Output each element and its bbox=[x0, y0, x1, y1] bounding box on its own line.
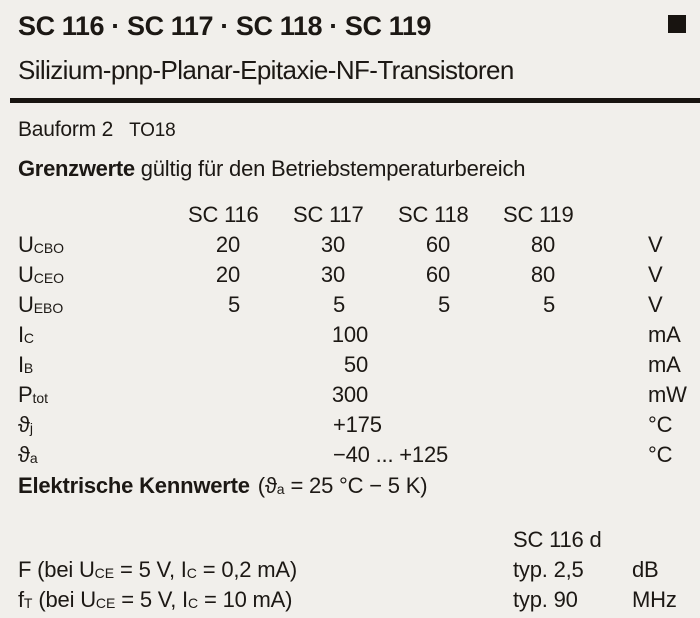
symbol: U bbox=[18, 262, 34, 287]
value-cell: −40 ... +125 bbox=[333, 442, 449, 467]
column-header-sc116d: SC 116 d bbox=[513, 527, 602, 552]
column-header-sc119: SC 119 bbox=[503, 202, 574, 227]
table-row-transit-frequency bbox=[18, 585, 685, 615]
table-row-uceo bbox=[18, 260, 685, 290]
condition-text: = 5 V, I bbox=[115, 587, 188, 612]
value-cell: 30 bbox=[320, 232, 345, 257]
value-cell: 5 bbox=[542, 292, 555, 317]
empty-cell bbox=[18, 200, 188, 230]
symbol: I bbox=[18, 322, 24, 347]
table-row-theta-j bbox=[18, 410, 685, 440]
empty-cell bbox=[18, 525, 513, 555]
condition-subscript: C bbox=[186, 565, 197, 581]
row-label bbox=[18, 555, 513, 588]
theta-symbol: ϑ bbox=[264, 473, 277, 498]
column-header-sc117: SC 117 bbox=[293, 202, 364, 227]
value-cell: 5 bbox=[437, 292, 450, 317]
row-label bbox=[18, 320, 188, 353]
table-row-noise-figure bbox=[18, 555, 685, 585]
value-cell: typ. 2,5 bbox=[513, 557, 584, 582]
value-cell: 80 bbox=[530, 262, 555, 287]
kennwerte-table bbox=[18, 525, 685, 615]
theta-subscript: a bbox=[276, 481, 285, 497]
row-label bbox=[18, 410, 188, 443]
condition-text: (bei U bbox=[32, 587, 96, 612]
package-code: TO18 bbox=[129, 120, 176, 141]
bauform-line bbox=[18, 119, 685, 142]
value-cell: 60 bbox=[425, 232, 450, 257]
table-row-ucbo bbox=[18, 230, 685, 260]
symbol-subscript: C bbox=[23, 330, 35, 346]
value-cell: 20 bbox=[215, 262, 240, 287]
symbol-subscript: B bbox=[23, 360, 34, 376]
row-label bbox=[18, 260, 188, 293]
row-label bbox=[18, 290, 188, 323]
header bbox=[18, 12, 685, 44]
symbol-subscript: EBO bbox=[33, 300, 64, 316]
unit-cell: V bbox=[648, 232, 663, 257]
unit-cell: mW bbox=[648, 382, 687, 407]
row-label bbox=[18, 230, 188, 263]
empty-cell bbox=[608, 200, 685, 230]
value-cell: 300 bbox=[331, 382, 368, 407]
value-cell: 30 bbox=[320, 262, 345, 287]
unit-cell: mA bbox=[648, 352, 681, 377]
limits-table bbox=[18, 200, 685, 470]
limits-heading-bold: Grenzwerte bbox=[18, 156, 135, 181]
symbol: F bbox=[18, 557, 32, 582]
value-cell: 80 bbox=[530, 232, 555, 257]
limits-header-row bbox=[18, 200, 685, 230]
row-label bbox=[18, 380, 188, 413]
symbol: I bbox=[18, 352, 24, 377]
table-row-uebo bbox=[18, 290, 685, 320]
symbol-subscript: j bbox=[29, 420, 33, 436]
table-row-ptot bbox=[18, 380, 685, 410]
kennwerte-heading-condition bbox=[258, 473, 428, 498]
table-row-ib bbox=[18, 350, 685, 380]
theta-symbol: ϑ bbox=[18, 412, 30, 437]
symbol-subscript: T bbox=[23, 595, 33, 611]
kennwerte-heading bbox=[18, 473, 685, 502]
row-label bbox=[18, 350, 188, 383]
kennwerte-heading-bold: Elektrische Kennwerte bbox=[18, 473, 250, 498]
row-label bbox=[18, 585, 513, 618]
unit-cell: V bbox=[648, 292, 663, 317]
value-cell: 5 bbox=[227, 292, 240, 317]
value-cell: 50 bbox=[343, 352, 368, 377]
symbol-subscript: tot bbox=[32, 390, 49, 406]
limits-heading bbox=[18, 157, 685, 180]
condition-subscript: CE bbox=[95, 595, 116, 611]
value-cell: 20 bbox=[215, 232, 240, 257]
unit-cell: MHz bbox=[632, 587, 677, 612]
symbol: f bbox=[18, 587, 24, 612]
kennwerte-header-row bbox=[18, 525, 685, 555]
value-cell: 100 bbox=[331, 322, 368, 347]
theta-symbol: ϑ bbox=[18, 442, 30, 467]
column-header-sc116: SC 116 bbox=[188, 202, 259, 227]
value-cell: 5 bbox=[332, 292, 345, 317]
condition-text: (bei U bbox=[31, 557, 95, 582]
condition-subscript: C bbox=[187, 595, 199, 611]
limits-heading-rest: gültig für den Betriebstemperaturbereich bbox=[134, 156, 526, 181]
unit-cell: V bbox=[648, 262, 663, 287]
row-label bbox=[18, 440, 188, 473]
table-row-theta-a bbox=[18, 440, 685, 470]
bauform-label: Bauform 2 bbox=[18, 118, 114, 141]
symbol-subscript: a bbox=[29, 450, 38, 466]
value-cell: typ. 90 bbox=[513, 587, 578, 612]
symbol: U bbox=[18, 232, 34, 257]
column-header-sc118: SC 118 bbox=[398, 202, 469, 227]
value-cell: +175 bbox=[333, 412, 382, 437]
symbol-subscript: CEO bbox=[33, 270, 65, 286]
divider-rule bbox=[10, 98, 700, 103]
condition-text: = 0,2 mA) bbox=[196, 557, 297, 582]
symbol-subscript: CBO bbox=[33, 240, 65, 256]
unit-cell: mA bbox=[648, 322, 681, 347]
symbol: U bbox=[18, 292, 34, 317]
corner-square-marker bbox=[668, 15, 686, 33]
condition-text: = 10 mA) bbox=[198, 587, 293, 612]
condition-text: = 5 V, I bbox=[114, 557, 187, 582]
table-row-ic bbox=[18, 320, 685, 350]
page-subtitle: Silizium-pnp-Planar-Epitaxie-NF-Transistoren bbox=[18, 55, 514, 85]
symbol: P bbox=[18, 382, 33, 407]
unit-cell: °C bbox=[648, 442, 673, 467]
unit-cell: °C bbox=[648, 412, 673, 437]
condition-subscript: CE bbox=[94, 565, 115, 581]
condition-text: = 25 °C − 5 K) bbox=[284, 473, 428, 498]
page-title: SC 116 · SC 117 · SC 118 · SC 119 bbox=[18, 11, 432, 41]
value-cell: 60 bbox=[425, 262, 450, 287]
unit-cell: dB bbox=[632, 557, 659, 582]
empty-cell bbox=[632, 525, 685, 555]
paren: ( bbox=[257, 473, 265, 498]
